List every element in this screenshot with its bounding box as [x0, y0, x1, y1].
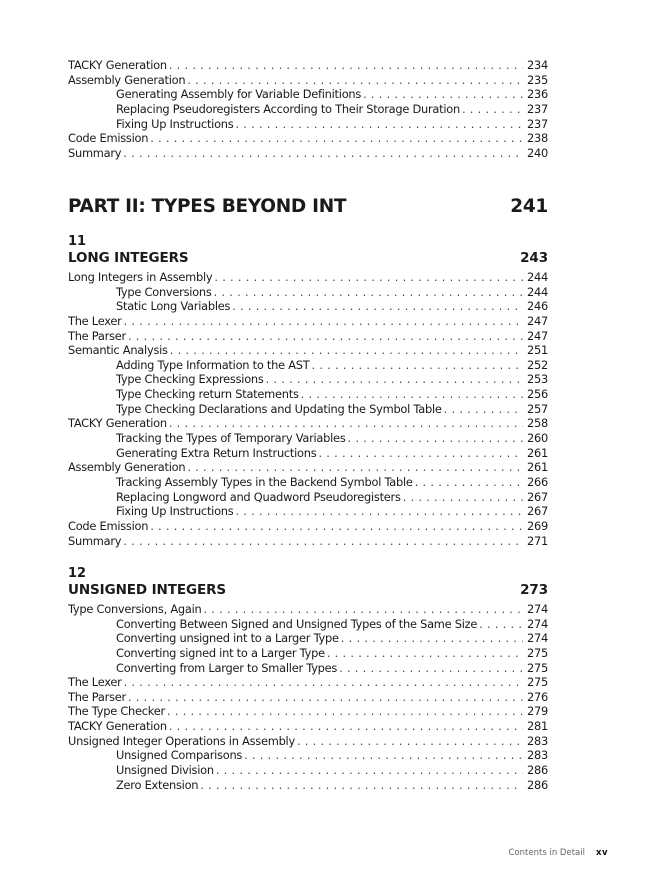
dot-leader: [462, 102, 523, 117]
dot-leader: [123, 146, 523, 161]
toc-entry[interactable]: [68, 431, 548, 446]
toc-entry[interactable]: [68, 661, 548, 676]
toc-entry-page: 274: [527, 631, 548, 646]
chapter-11-heading: [68, 234, 548, 267]
dot-leader: [403, 490, 523, 505]
toc-entry-page: 235: [527, 72, 548, 87]
toc-entry-label: Assembly Generation: [68, 460, 186, 475]
toc-entry-label: Unsigned Integer Operations in Assembly: [68, 733, 295, 748]
dot-leader: [318, 446, 523, 461]
toc-entry-page: 237: [527, 116, 548, 131]
toc-entry[interactable]: [68, 372, 548, 387]
toc-entry[interactable]: [68, 475, 548, 490]
toc-entry[interactable]: [68, 329, 548, 344]
chapter-page: 273: [520, 582, 548, 598]
toc-entry-label: Code Emission: [68, 131, 149, 146]
chapter-number: 12: [68, 566, 87, 581]
dot-leader: [348, 431, 523, 446]
toc-entry-page: 279: [527, 704, 548, 719]
toc-entry-label: Assembly Generation: [68, 72, 186, 87]
toc-entry[interactable]: [68, 87, 548, 102]
toc-entry-label: TACKY Generation: [68, 58, 167, 72]
toc-entry-label: Long Integers in Assembly: [68, 270, 213, 284]
dot-leader: [341, 631, 523, 646]
chapter-page: 243: [520, 250, 548, 266]
toc-entry[interactable]: [68, 343, 548, 358]
toc-entry-page: 251: [527, 343, 548, 358]
toc-entry-label: Type Checking return Statements: [116, 387, 299, 402]
dot-leader: [123, 534, 523, 549]
toc-entry[interactable]: [68, 146, 548, 161]
dot-leader: [150, 519, 523, 534]
toc-entry[interactable]: [68, 602, 548, 617]
dot-leader: [244, 748, 523, 763]
dot-leader: [297, 734, 523, 749]
toc-entry-page: 256: [527, 387, 548, 402]
toc-top-section: [68, 58, 548, 160]
dot-leader: [327, 646, 523, 661]
toc-entry-page: 286: [527, 777, 548, 792]
toc-entry-page: 244: [527, 270, 548, 284]
dot-leader: [124, 314, 523, 329]
dot-leader: [214, 270, 523, 285]
toc-entry-label: TACKY Generation: [68, 416, 167, 431]
toc-entry[interactable]: [68, 270, 548, 285]
dot-leader: [124, 675, 523, 690]
dot-leader: [339, 661, 523, 676]
toc-entry[interactable]: [68, 102, 548, 117]
running-footer: Contents in Detail: [508, 848, 585, 858]
dot-leader: [203, 602, 523, 617]
toc-entry[interactable]: [68, 285, 548, 300]
toc-entry[interactable]: [68, 416, 548, 431]
chapter-number: 11: [68, 234, 87, 249]
toc-entry-page: 252: [527, 357, 548, 372]
toc-entry-page: 275: [527, 675, 548, 690]
toc-entry-page: 275: [527, 660, 548, 675]
toc-entry-label: Fixing Up Instructions: [116, 504, 234, 519]
part-heading: [68, 196, 548, 217]
toc-entry-label: The Parser: [68, 328, 126, 343]
toc-entry-label: Static Long Variables: [116, 299, 231, 314]
chapter-11-entries: [68, 270, 548, 548]
toc-entry-label: The Type Checker: [68, 704, 165, 719]
part-title: PART II: TYPES BEYOND INT: [68, 196, 347, 217]
chapter-title: LONG INTEGERS: [68, 250, 189, 266]
toc-entry-label: Unsigned Division: [116, 763, 214, 778]
toc-entry-label: Converting unsigned int to a Larger Type: [116, 631, 339, 646]
dot-leader: [167, 704, 523, 719]
chapter-12-heading: [68, 566, 548, 599]
toc-entry-page: 240: [527, 145, 548, 160]
toc-entry[interactable]: [68, 778, 548, 793]
toc-entry-page: 236: [527, 87, 548, 102]
toc-entry-page: 234: [527, 58, 548, 72]
toc-entry-list: [68, 270, 548, 548]
toc-entry-page: 258: [527, 416, 548, 431]
toc-entry[interactable]: [68, 387, 548, 402]
toc-entry[interactable]: [68, 117, 548, 132]
dot-leader: [363, 87, 523, 102]
toc-entry[interactable]: [68, 719, 548, 734]
dot-leader: [200, 778, 523, 793]
toc-entry-label: Code Emission: [68, 518, 149, 533]
toc-entry[interactable]: [68, 58, 548, 73]
toc-entry-label: The Parser: [68, 689, 126, 704]
toc-entry-page: 267: [527, 504, 548, 519]
toc-entry-label: Type Checking Expressions: [116, 372, 264, 387]
toc-entry-page: 261: [527, 460, 548, 475]
toc-entry-page: 271: [527, 533, 548, 548]
toc-entry-page: 253: [527, 372, 548, 387]
toc-entry-page: 244: [527, 284, 548, 299]
toc-entry[interactable]: [68, 504, 548, 519]
toc-entry-label: Generating Assembly for Variable Definitions: [116, 87, 362, 102]
dot-leader: [235, 504, 523, 519]
page-number: xv: [595, 848, 608, 858]
toc-entry-label: Summary: [68, 145, 122, 160]
dot-leader: [150, 131, 523, 146]
chapter-12-entries: [68, 602, 548, 792]
toc-entry[interactable]: [68, 690, 548, 705]
toc-entry-page: 269: [527, 518, 548, 533]
toc-entry[interactable]: [68, 446, 548, 461]
toc-entry-label: TACKY Generation: [68, 719, 167, 734]
toc-entry-page: 247: [527, 313, 548, 328]
toc-entry-label: Tracking the Types of Temporary Variables: [116, 431, 346, 446]
toc-entry-label: Replacing Pseudoregisters According to Their Storage Duration: [116, 101, 460, 116]
toc-entry[interactable]: [68, 748, 548, 763]
toc-entry-page: 257: [527, 401, 548, 416]
toc-entry[interactable]: [68, 534, 548, 549]
toc-entry-page: 247: [527, 328, 548, 343]
toc-entry-label: Type Conversions: [116, 284, 212, 299]
toc-entry[interactable]: [68, 617, 548, 632]
toc-entry[interactable]: [68, 299, 548, 314]
dot-leader: [235, 117, 523, 132]
dot-leader: [169, 416, 523, 431]
toc-entry-page: 283: [527, 748, 548, 763]
dot-leader: [187, 460, 523, 475]
toc-entry-page: 275: [527, 645, 548, 660]
toc-entry-label: Tracking Assembly Types in the Backend Symbol Table: [116, 474, 413, 489]
toc-entry[interactable]: [68, 358, 548, 373]
toc-entry[interactable]: [68, 402, 548, 417]
toc-entry-label: Fixing Up Instructions: [116, 116, 234, 131]
toc-entry-label: Semantic Analysis: [68, 343, 168, 358]
toc-entry[interactable]: [68, 490, 548, 505]
dot-leader: [214, 285, 523, 300]
toc-entry[interactable]: [68, 131, 548, 146]
dot-leader: [444, 402, 523, 417]
toc-entry-page: 238: [527, 131, 548, 146]
toc-entry-list: [68, 602, 548, 792]
dot-leader: [232, 299, 523, 314]
toc-entry-page: 237: [527, 101, 548, 116]
toc-entry-page: 276: [527, 689, 548, 704]
dot-leader: [415, 475, 523, 490]
toc-entry[interactable]: [68, 734, 548, 749]
toc-entry[interactable]: [68, 704, 548, 719]
toc-entry-label: Type Checking Declarations and Updating the Symbol Table: [116, 401, 442, 416]
dot-leader: [479, 617, 523, 632]
toc-entry-page: 267: [527, 489, 548, 504]
toc-entry-label: Generating Extra Return Instructions: [116, 445, 317, 460]
toc-entry-page: 246: [527, 299, 548, 314]
toc-entry-label: The Lexer: [68, 675, 122, 690]
toc-entry-label: Type Conversions, Again: [68, 602, 202, 616]
toc-entry-page: 274: [527, 602, 548, 616]
toc-entry-label: Summary: [68, 533, 122, 548]
dot-leader: [128, 690, 523, 705]
dot-leader: [169, 58, 523, 73]
toc-entry-label: Zero Extension: [116, 777, 199, 792]
toc-entry-label: Converting signed int to a Larger Type: [116, 645, 325, 660]
toc-entry[interactable]: [68, 646, 548, 661]
toc-entry[interactable]: [68, 763, 548, 778]
toc-entry-label: Unsigned Comparisons: [116, 748, 243, 763]
dot-leader: [216, 763, 523, 778]
toc-entry-page: 261: [527, 445, 548, 460]
toc-entry-label: Converting Between Signed and Unsigned Types of the Same Size: [116, 616, 478, 631]
dot-leader: [169, 719, 523, 734]
toc-entry[interactable]: [68, 73, 548, 88]
toc-entry-page: 266: [527, 474, 548, 489]
toc-entry-label: Converting from Larger to Smaller Types: [116, 660, 338, 675]
dot-leader: [170, 343, 523, 358]
toc-entry-page: 281: [527, 719, 548, 734]
toc-entry-label: Adding Type Information to the AST: [116, 357, 310, 372]
toc-entry-label: Replacing Longword and Quadword Pseudoregisters: [116, 489, 401, 504]
toc-entry[interactable]: [68, 675, 548, 690]
toc-entry-page: 260: [527, 431, 548, 446]
toc-entry[interactable]: [68, 460, 548, 475]
toc-entry-label: The Lexer: [68, 313, 122, 328]
part-page: 241: [510, 196, 548, 217]
dot-leader: [301, 387, 523, 402]
toc-entry-page: 286: [527, 763, 548, 778]
chapter-title: UNSIGNED INTEGERS: [68, 582, 226, 598]
dot-leader: [128, 329, 523, 344]
dot-leader: [311, 358, 523, 373]
toc-entry-page: 274: [527, 616, 548, 631]
toc-entry[interactable]: [68, 631, 548, 646]
dot-leader: [187, 73, 523, 88]
page-footer: [509, 848, 608, 858]
toc-entry-page: 283: [527, 733, 548, 748]
dot-leader: [266, 372, 523, 387]
toc-entry[interactable]: [68, 314, 548, 329]
toc-entry-list: [68, 58, 548, 160]
toc-entry[interactable]: [68, 519, 548, 534]
